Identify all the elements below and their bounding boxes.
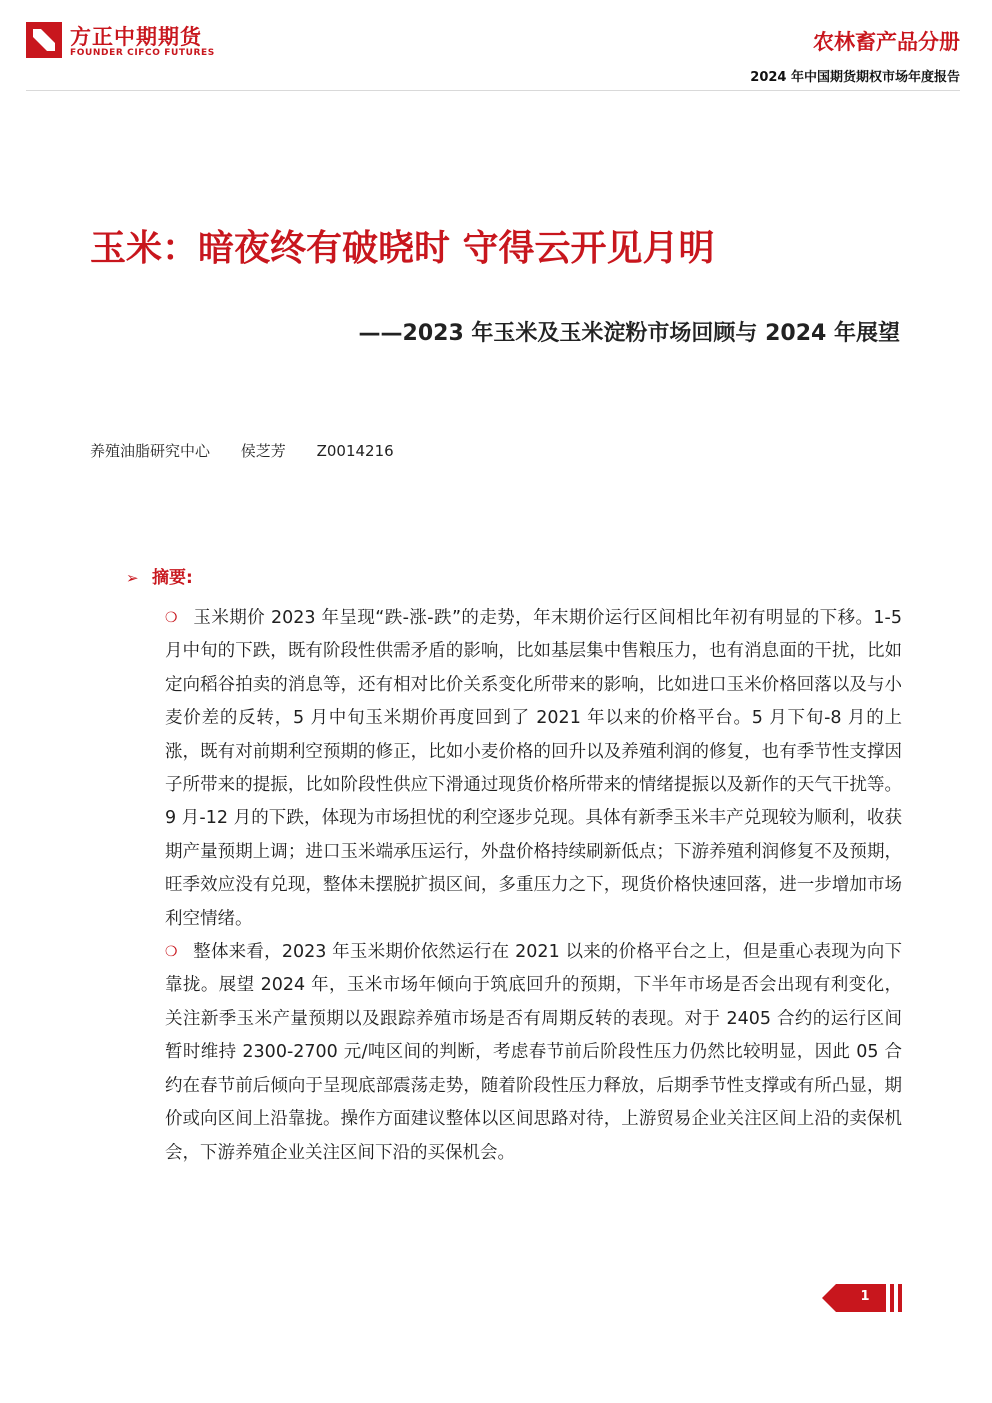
company-logo <box>26 18 236 62</box>
summary-paragraph <box>165 936 902 1170</box>
founder-logo-icon <box>26 22 62 58</box>
logo-english-name: FOUNDER CIFCO FUTURES <box>70 48 215 58</box>
summary-body <box>165 602 902 1170</box>
summary-paragraph-text: 玉米期价 2023 年呈现“跌-涨-跌”的走势，年末期价运行区间相比年初有明显的下移。1-5 月中旬的下跌，既有阶段性供需矛盾的影响，比如基层集中售粮压力，也有消息面的干扰，比如定向稻谷拍卖的消息等，还有相对比价关系变化所带来的影响，比如进口玉米价格回落以及与小麦价差的反转，5 月中旬玉米期价再度回到了 2021 年以来的价格平台。5 月下旬-8 月的上涨，既有对前期利空预期的修正，比如小麦价格的回升以及养殖利润的修复，也有季节性支撑因子所带来的提振，比如阶段性供应下滑通过现货价格所带来的情绪提振以及新作的天气干扰等。9 月-12 月的下跌，体现为市场担忧的利空逐步兑现。具体有新季玉米丰产兑现较为顺利，收获期产量预期上调；进口玉米端承压运行，外盘价格持续刷新低点；下游养殖利润修复不及预期，旺季效应没有兑现，整体未摆脱扩损区间，多重压力之下，现货价格快速回落，进一步增加市场利空情绪。 <box>165 608 902 929</box>
header-divider <box>26 90 960 91</box>
page-number-tab <box>822 1284 902 1312</box>
page-title: 玉米：暗夜终有破晓时 守得云开见月明 <box>90 228 715 269</box>
summary-paragraph-text: 整体来看，2023 年玉米期价依然运行在 2021 以来的价格平台之上，但是重心表现为向下靠拢。展望 2024 年，玉米市场年倾向于筑底回升的预期，下半年市场是否会出现有利变化，关注新季玉米产量预期以及跟踪养殖市场是否有周期反转的表现。对于 2405 合约的运行区间暂时维持 2300-2700 元/吨区间的判断，考虑春节前后阶段性压力仍然比较明显，因此 05 合约在春节前后倾向于呈现底部震荡走势，随着阶段性压力释放，后期季节性支撑或有所凸显，期价或向区间上沿靠拢。操作方面建议整体以区间思路对待，上游贸易企业关注区间上沿的卖保机会，下游养殖企业关注区间下沿的买保机会。 <box>165 942 902 1163</box>
summary-heading-text: 摘要: <box>152 568 193 588</box>
logo-chinese-name: 方正中期期货 <box>70 25 202 49</box>
page-subtitle: ——2023 年玉米及玉米淀粉市场回顾与 2024 年展望 <box>358 321 900 346</box>
author-license: Z0014216 <box>316 442 394 460</box>
author-name: 侯芝芳 <box>240 442 286 460</box>
circle-bullet-icon: ❍ <box>165 944 178 961</box>
page-number: 1 <box>860 1289 870 1304</box>
report-section-title: 农林畜产品分册 <box>813 30 960 54</box>
summary-paragraph <box>165 602 902 936</box>
author-info <box>90 440 420 461</box>
summary-heading <box>126 563 193 588</box>
author-department: 养殖油脂研究中心 <box>90 442 211 460</box>
arrow-bullet-icon: ➢ <box>126 569 139 587</box>
circle-bullet-icon: ❍ <box>165 610 178 626</box>
report-series-title: 2024 年中国期货期权市场年度报告 <box>750 70 960 85</box>
